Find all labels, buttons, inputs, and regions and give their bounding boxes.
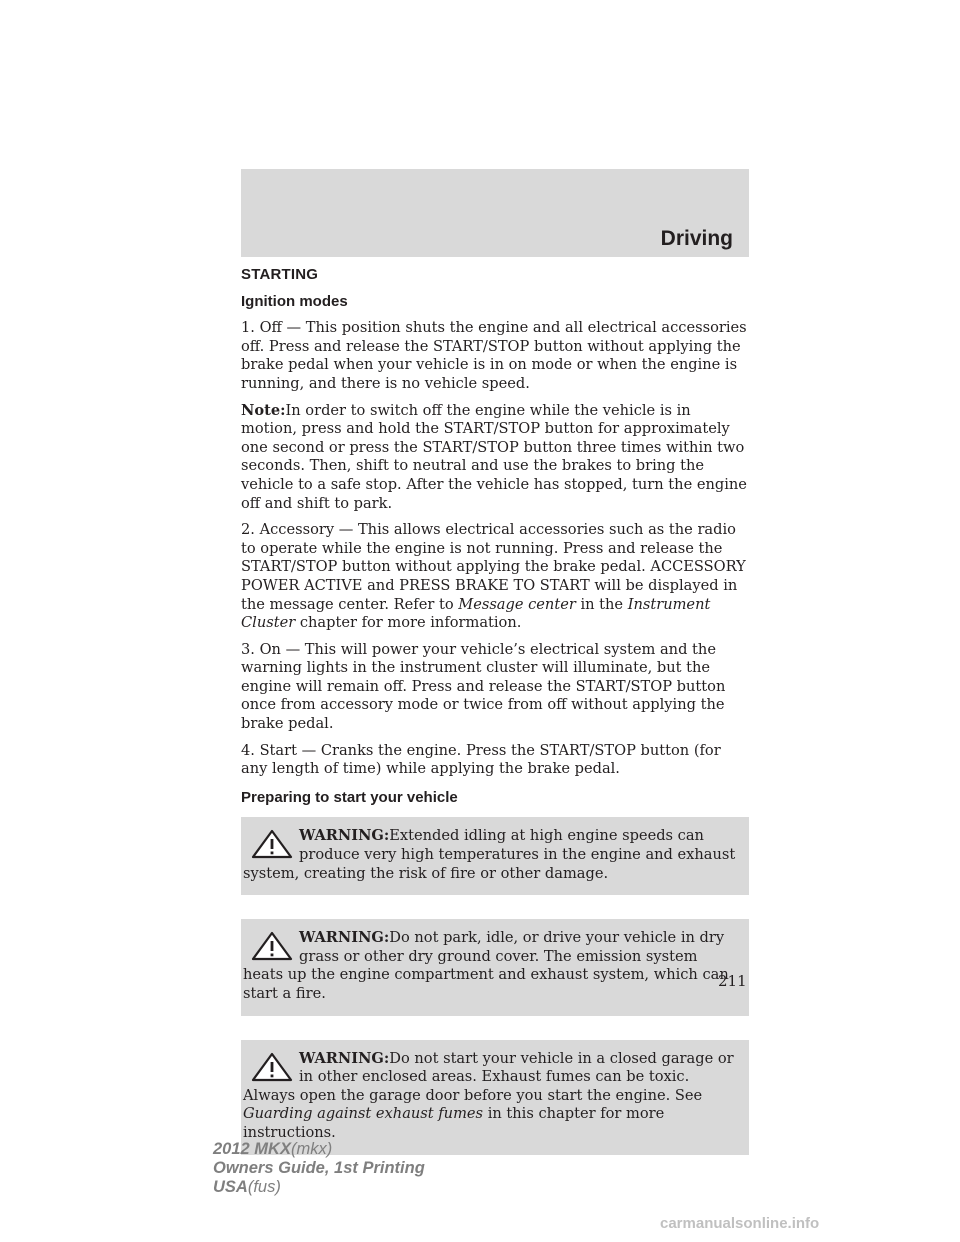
warning-triangle-icon <box>251 829 293 859</box>
page-number: 211 <box>718 972 747 990</box>
note-text: In order to switch off the engine while the vehicle is in motion, press and hold the START/STOP button for approximately one second or press the START/STOP button three times within two seconds. Then, shift to neutral and use the brakes to bring the vehicle to a safe stop. After the vehicle has stopped, turn the engine off and shift to park. <box>241 401 747 512</box>
warning-text-b: in this chapter for more instructions. <box>243 1105 665 1141</box>
warning-text: Extended idling at high engine speeds can produce very high temperatures in the engine and exhaust system, creating the risk of fire or other damage. <box>243 827 736 882</box>
warning-label: WARNING: <box>299 1049 390 1067</box>
watermark: carmanualsonline.info <box>660 1215 820 1232</box>
footer-print-info <box>213 1140 425 1197</box>
note-paragraph <box>241 402 749 514</box>
footer-model: 2012 MKX <box>213 1140 291 1158</box>
warning-triangle-icon <box>251 1052 293 1082</box>
accessory-text-c: chapter for more information. <box>295 614 522 632</box>
ref-guarding-exhaust: Guarding against exhaust fumes <box>243 1105 484 1123</box>
warning-box-dry-grass <box>241 919 749 1015</box>
section-title: STARTING <box>241 266 319 283</box>
ref-message-center: Message center <box>458 595 576 613</box>
footer-line-region <box>213 1178 425 1197</box>
accessory-text-b: in the <box>575 595 628 613</box>
footer-model-code: (mkx) <box>290 1140 333 1158</box>
warning-box-garage <box>241 1040 749 1155</box>
warning-text-a: Do not start your vehicle in a closed garage or in other enclosed areas. Exhaust fumes can be toxic. Always open the garage door before you start the engine. See <box>243 1049 734 1104</box>
paragraph-off: 1. Off — This position shuts the engine and all electrical accessories off. Press and release the START/STOP button without applying the brake pedal when your vehicle is in on mode or when the engine is running, and there is no vehicle speed. <box>241 319 747 392</box>
paragraph-accessory <box>241 521 749 633</box>
note-label: Note: <box>241 401 286 419</box>
ignition-modes-heading: Ignition modes <box>241 292 348 310</box>
paragraph-start: 4. Start — Cranks the engine. Press the START/STOP button (for any length of time) while applying the brake pedal. <box>241 741 721 778</box>
warning-text: Do not park, idle, or drive your vehicle in dry grass or other dry ground cover. The emission system heats up the engine compartment and exhaust system, which can start a fire. <box>243 929 729 1002</box>
footer-line-model <box>213 1140 425 1159</box>
warning-label: WARNING: <box>299 827 390 845</box>
warning-triangle-icon <box>251 931 293 961</box>
chapter-title: Driving <box>660 227 733 250</box>
warning-box-idling <box>241 817 749 895</box>
warning-label: WARNING: <box>299 929 390 947</box>
accessory-text-a: 2. Accessory — This allows electrical accessories such as the radio to operate while the engine is not running. Press and release the START/STOP button without applying the brake pedal. ACCESSORY POWER ACTIVE and PRESS BRAKE TO START will be displayed in the message center. Refer to <box>241 521 746 613</box>
footer-region: USA <box>213 1178 248 1196</box>
footer-line-guide: Owners Guide, 1st Printing <box>213 1159 425 1177</box>
preparing-heading: Preparing to start your vehicle <box>241 788 458 806</box>
ref-instrument-cluster: Instrument Cluster <box>241 595 711 632</box>
page-content <box>241 266 749 1179</box>
paragraph-on: 3. On — This will power your vehicle’s electrical system and the warning lights in the instrument cluster will illuminate, but the engine will remain off. Press and release the START/STOP button once from accessory mode or twice from off without applying the brake pedal. <box>241 640 726 733</box>
chapter-header-band <box>241 169 749 257</box>
footer-region-code: (fus) <box>247 1178 281 1196</box>
